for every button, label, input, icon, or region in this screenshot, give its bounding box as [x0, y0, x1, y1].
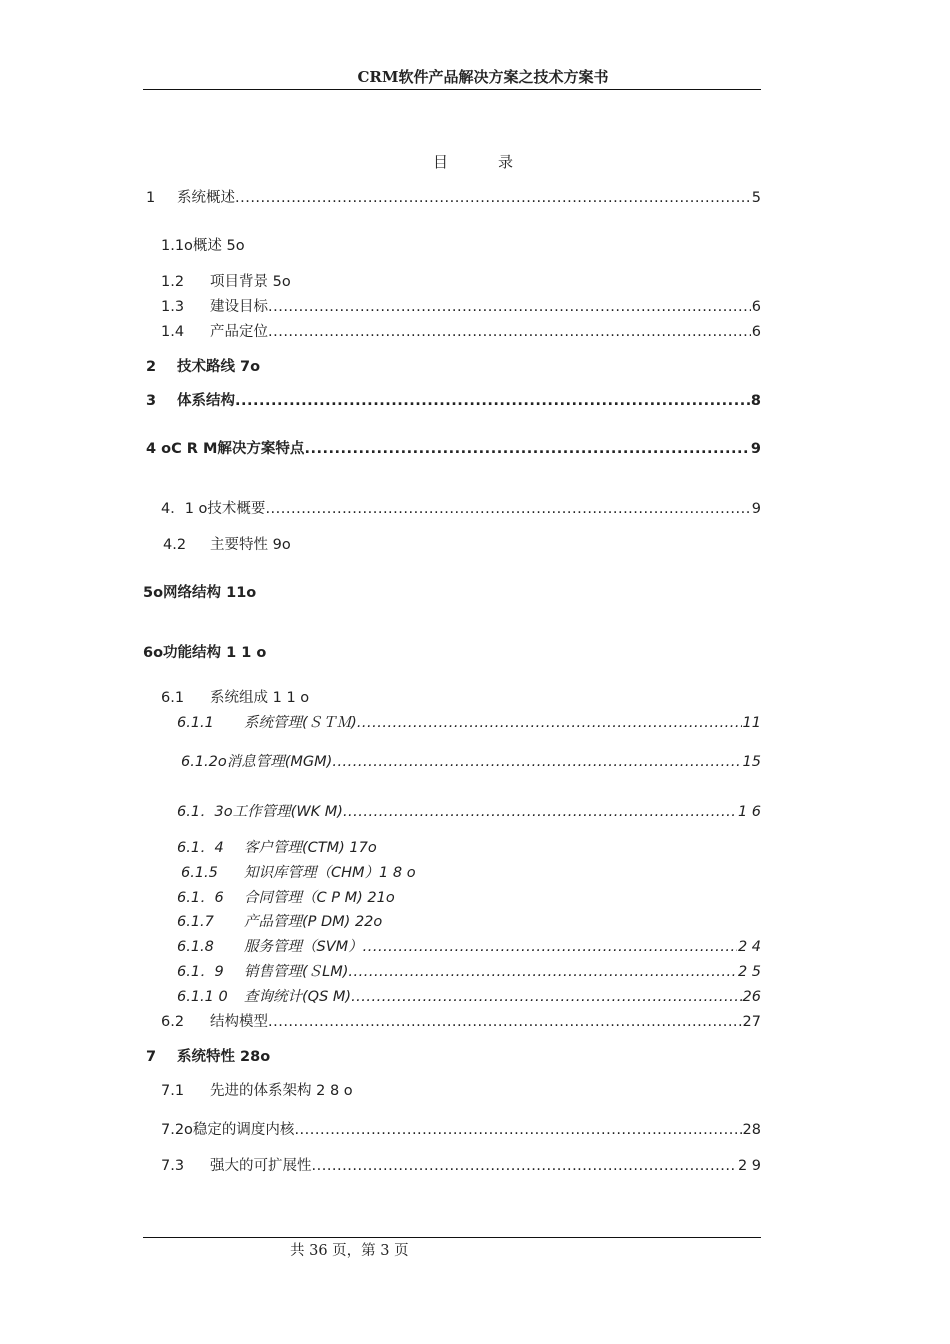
toc-entry[interactable] [161, 270, 291, 291]
toc-leader [363, 939, 737, 955]
toc-entry-number: 6.1.1 [177, 715, 214, 731]
toc-entry[interactable] [143, 641, 266, 662]
toc-entry[interactable] [146, 389, 761, 410]
toc-entry-title: 项目背景 5o [210, 274, 291, 290]
toc-entry-page: 2 4 [737, 939, 761, 955]
toc-entry[interactable] [181, 861, 761, 882]
toc-entry[interactable] [177, 910, 761, 931]
toc-entry-title: 客户管理(CTM) 17o [244, 840, 377, 856]
toc-entry-number: 3 [146, 393, 157, 409]
toc-entry-page: 15 [742, 754, 761, 770]
toc-leader [268, 324, 751, 340]
toc-leader [348, 964, 737, 980]
toc-entry-title: 产品管理(P DM) 22o [244, 914, 383, 930]
toc-entry-number: 7 [146, 1049, 157, 1065]
toc-entry-title: 5o网络结构 11o [143, 585, 257, 601]
toc-entry[interactable] [177, 836, 761, 857]
toc-entry-number: 1 [146, 190, 156, 206]
toc-entry-number: 6.1.8 [177, 939, 214, 955]
toc-entry-number: 4.2 [163, 537, 187, 553]
footer-rule [143, 1237, 761, 1238]
toc-entry-page: 11 [742, 715, 761, 731]
toc-entry-title: 主要特性 9o [210, 537, 291, 553]
toc-leader [351, 989, 741, 1005]
toc-entry-title: 查询统计(QS M) [244, 989, 352, 1005]
toc-entry-number: 6.1．6 [177, 890, 224, 906]
toc-leader [332, 754, 741, 770]
toc-entry[interactable] [161, 1010, 761, 1031]
toc-entry-title: 体系结构 [177, 393, 235, 409]
toc-entry-number: 6.1.7 [177, 914, 214, 930]
toc-heading-left: 目 [433, 153, 449, 171]
toc-entry-page: 27 [742, 1014, 761, 1030]
toc-entry[interactable] [161, 1154, 761, 1175]
toc-entry-title: 6.1．3o工作管理(WK M) [177, 804, 343, 820]
toc-leader [294, 1122, 741, 1138]
toc-entry-page: 1 6 [737, 804, 761, 820]
toc-entry[interactable] [161, 234, 245, 255]
toc-heading [433, 151, 513, 172]
toc-entry[interactable] [161, 295, 761, 316]
toc-entry-title: 建设目标 [210, 299, 268, 315]
toc-leader [357, 715, 742, 731]
toc-entry-number: 2 [146, 359, 157, 375]
toc-entry-number: 6.2 [161, 1014, 185, 1030]
toc-entry-title: 6.1.2o消息管理(MGM) [181, 754, 333, 770]
toc-entry-number: 1.2 [161, 274, 185, 290]
toc-entry-number: 1.3 [161, 299, 185, 315]
toc-entry-title: 4 oC R M解决方案特点 [146, 441, 305, 457]
toc-entry-title: 1.1o概述 5o [161, 238, 245, 254]
toc-entry[interactable] [161, 497, 761, 518]
toc-entry-title: 结构模型 [210, 1014, 268, 1030]
toc-leader [235, 393, 750, 409]
toc-entry-page: 26 [742, 989, 761, 1005]
toc-entry-title: 7.2o稳定的调度内核 [161, 1122, 295, 1138]
toc-entry-number: 7.1 [161, 1083, 185, 1099]
toc-entry[interactable] [161, 1079, 353, 1100]
toc-entry-title: 服务管理（SVM） [244, 939, 363, 955]
toc-entry[interactable] [161, 686, 309, 707]
toc-entry-title: 销售管理(ＳLM) [244, 964, 349, 980]
toc-leader [312, 1158, 737, 1174]
toc-entry[interactable] [161, 320, 761, 341]
toc-entry[interactable] [177, 960, 761, 981]
toc-leader [265, 501, 750, 517]
toc-entry-page: 2 5 [737, 964, 761, 980]
toc-entry[interactable] [143, 581, 256, 602]
toc-entry-page: 6 [751, 324, 761, 340]
toc-leader [268, 1014, 742, 1030]
toc-entry-page: 9 [751, 501, 761, 517]
header-rule [143, 89, 761, 90]
toc-leader [235, 190, 751, 206]
toc-entry-number: 6.1．9 [177, 964, 224, 980]
toc-leader [268, 299, 751, 315]
toc-entry[interactable] [177, 800, 761, 821]
toc-entry[interactable] [177, 985, 761, 1006]
toc-entry-page: 5 [751, 190, 761, 206]
toc-leader [304, 441, 749, 457]
toc-entry-page: 8 [750, 393, 761, 409]
toc-entry[interactable] [177, 935, 761, 956]
toc-entry-title: 系统特性 28o [177, 1049, 271, 1065]
toc-entry-title: 4．1 o技术概要 [161, 501, 266, 517]
toc-entry[interactable] [146, 437, 761, 458]
toc-entry-number: 6.1．4 [177, 840, 224, 856]
toc-leader [343, 804, 737, 820]
toc-entry-title: 产品定位 [210, 324, 268, 340]
toc-entry[interactable] [181, 750, 761, 771]
toc-entry-page: 28 [742, 1122, 761, 1138]
toc-entry-page: 2 9 [737, 1158, 761, 1174]
toc-entry-title: 系统管理(ＳＴＭ) [244, 715, 357, 731]
toc-entry-number: 1.4 [161, 324, 185, 340]
page-footer: 共 36 页，第 3 页 [290, 1243, 409, 1259]
toc-heading-right: 录 [498, 153, 514, 171]
document-header-title: CRM软件产品解决方案之技术方案书 [357, 68, 609, 86]
toc-entry-title: 系统概述 [177, 190, 235, 206]
toc-entry-title: 6o功能结构 1 1 o [143, 645, 267, 661]
toc-entry-page: 9 [750, 441, 761, 457]
toc-entry[interactable] [163, 533, 291, 554]
toc-entry-number: 6.1 [161, 690, 185, 706]
toc-entry[interactable] [177, 711, 761, 732]
toc-entry-title: 强大的可扩展性 [210, 1158, 312, 1174]
toc-entry[interactable] [161, 1118, 761, 1139]
toc-entry-title: 技术路线 7o [177, 359, 261, 375]
toc-entry-number: 7.3 [161, 1158, 185, 1174]
toc-entry-title: 先进的体系架构 2 8 o [210, 1083, 353, 1099]
toc-entry[interactable] [146, 1045, 270, 1066]
toc-entry-number: 6.1.5 [181, 865, 218, 881]
toc-entry-title: 合同管理（C P M) 21o [244, 890, 395, 906]
toc-entry-number: 6.1.1 0 [177, 989, 228, 1005]
toc-entry[interactable] [177, 886, 761, 907]
toc-entry-page: 6 [751, 299, 761, 315]
toc-entry-title: 知识库管理（CHM）1 8 o [244, 865, 416, 881]
toc-entry-title: 系统组成 1 1 o [210, 690, 310, 706]
toc-entry[interactable] [146, 186, 761, 207]
toc-entry[interactable] [146, 355, 260, 376]
